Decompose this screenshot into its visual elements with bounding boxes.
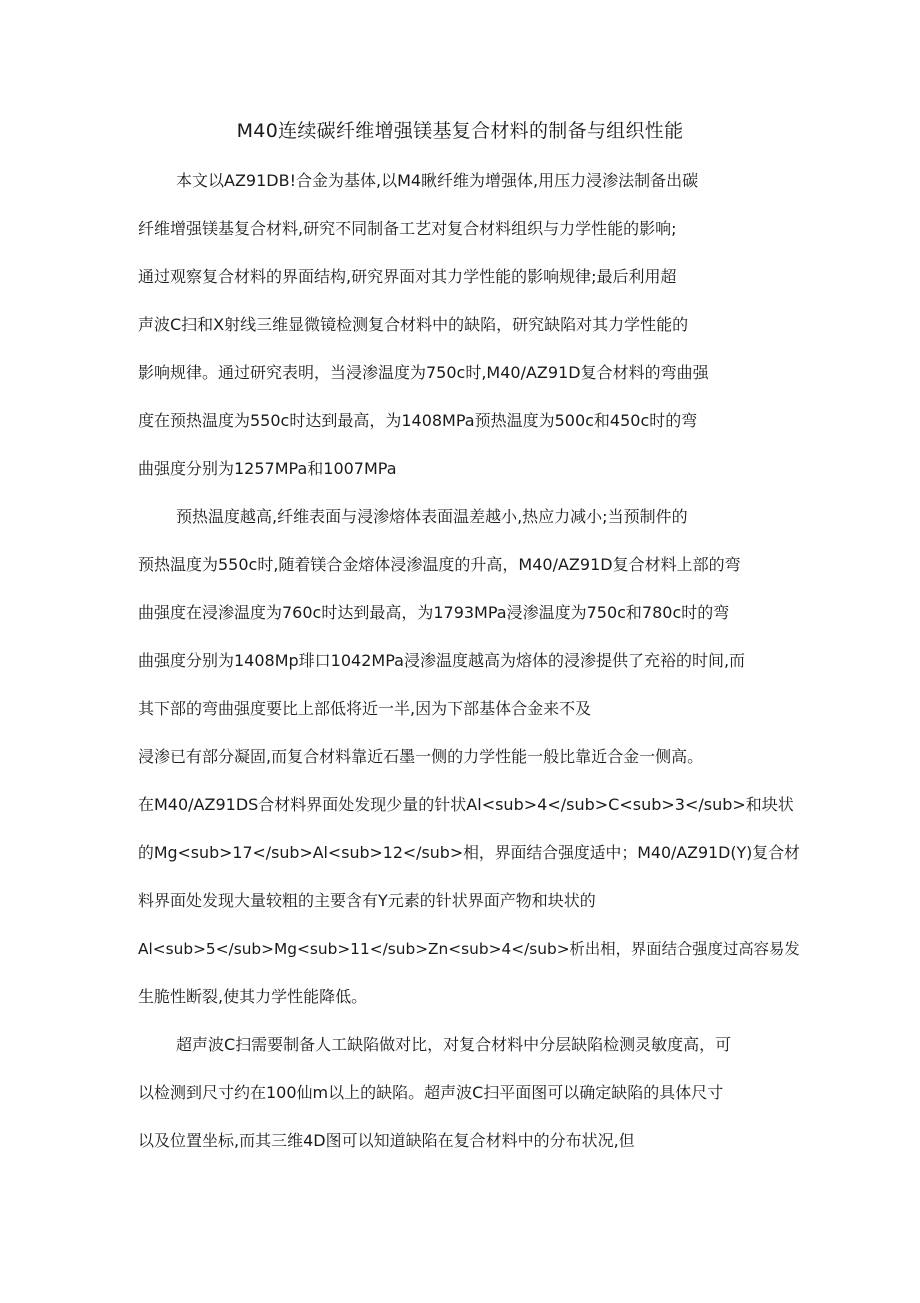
text-line-1: 本文以AZ91DB!合金为基体,以M4瞅纤维为增强体,用压力浸渗法制备出碳 (176, 171, 699, 190)
text-line-14: 在M40/AZ91DS合材料界面处发现少量的针状Al<sub>4</sub>C<sub>3</sub>和块状 (138, 795, 794, 814)
text-line-12: 其下部的弯曲强度要比上部低将近一半,因为下部基体合金来不及 (138, 699, 592, 718)
text-line-20: 以检测到尺寸约在100仙m以上的缺陷。超声波C扫平面图可以确定缺陷的具体尺寸 (138, 1083, 724, 1102)
text-line-18: 生脆性断裂,使其力学性能降低。 (138, 987, 368, 1006)
text-line-21: 以及位置坐标,而其三维4D图可以知道缺陷在复合材料中的分布状况,但 (138, 1131, 635, 1150)
text-line-7: 曲强度分别为1257MPa和1007MPa (138, 459, 397, 478)
text-line-13: 浸渗已有部分凝固,而复合材料靠近石墨一侧的力学性能一般比靠近合金一侧高。 (138, 747, 704, 766)
text-line-8: 预热温度越高,纤维表面与浸渗熔体表面温差越小,热应力减小;当预制件的 (176, 507, 688, 526)
text-line-3: 通过观察复合材料的界面结构,研究界面对其力学性能的影响规律;最后利用超 (138, 267, 677, 286)
text-line-4: 声波C扫和X射线三维显微镜检测复合材料中的缺陷，研究缺陷对其力学性能的 (138, 315, 689, 334)
text-line-19: 超声波C扫需要制备人工缺陷做对比，对复合材料中分层缺陷检测灵敏度高，可 (176, 1035, 732, 1054)
text-line-2: 纤维增强镁基复合材料,研究不同制备工艺对复合材料组织与力学性能的影响; (138, 219, 677, 238)
text-line-6: 度在预热温度为550c时达到最高，为1408MPa预热温度为500c和450c时的弯 (138, 411, 698, 430)
text-line-15: 的Mg<sub>17</sub>Al<sub>12</sub>相，界面结合强度适中；M40/AZ91D(Y)复合材 (138, 843, 800, 862)
text-line-11: 曲强度分别为1408Mp琲口1042MPa浸渗温度越高为熔体的浸渗提供了充裕的时间,而 (138, 651, 746, 670)
text-line-17: Al<sub>5</sub>Mg<sub>11</sub>Zn<sub>4</sub>析出相，界面结合强度过高容易发 (138, 940, 800, 958)
text-line-16: 料界面处发现大量较粗的主要含有Y元素的针状界面产物和块状的 (138, 891, 596, 910)
text-line-9: 预热温度为550c时,随着镁合金熔体浸渗温度的升高，M40/AZ91D复合材料上部的弯 (138, 555, 741, 574)
document-title: M40连续碳纤维增强镁基复合材料的制备与组织性能 (236, 120, 684, 142)
text-line-5: 影响规律。通过研究表明，当浸渗温度为750c时,M40/AZ91D复合材料的弯曲强 (138, 363, 709, 382)
text-line-10: 曲强度在浸渗温度为760c时达到最高，为1793MPa浸渗温度为750c和780c时的弯 (138, 603, 730, 622)
